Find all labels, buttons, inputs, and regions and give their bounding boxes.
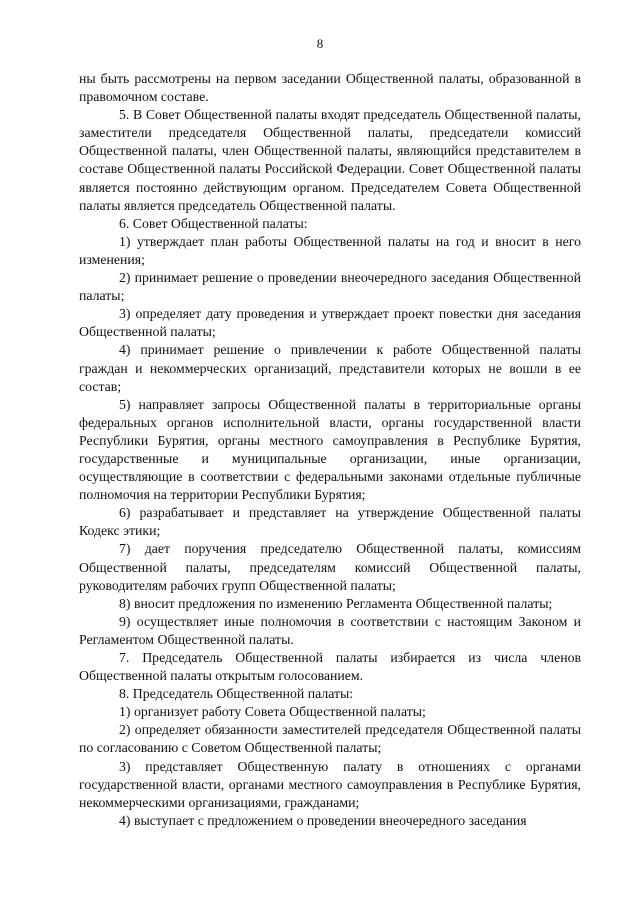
paragraph-continuation: ны быть рассмотрены на первом заседании Общественной палаты, образованной в правомочном составе. xyxy=(79,71,581,105)
document-body xyxy=(79,70,581,830)
list-item-6-2: 2) принимает решение о проведении внеочередного заседания Общественной палаты; xyxy=(79,270,581,304)
list-item-8-4: 4) выступает с предложением о проведении внеочередного заседания xyxy=(119,812,527,828)
paragraph-clause-8-heading: 8. Председатель Общественной палаты: xyxy=(119,686,354,702)
list-item-8-1: 1) организует работу Совета Общественной палаты; xyxy=(119,704,426,720)
page-number: 8 xyxy=(316,36,324,51)
list-item-6-5: 5) направляет запросы Общественной палаты в территориальные органы федеральных органов исполнительной власти, органы государственной власти Республики Бурятия, органы местного самоуправления в Республике Бурятия, государственные и муниципальные организации, иные организации, осуществляющие в соответствии с федеральными законами отдельные публичные полномочия на территории Республики Бурятия; xyxy=(79,396,581,503)
list-item-6-7: 7) дает поручения председателю Общественной палаты, комиссиям Общественной палаты, председателям комиссий Общественной палаты, руководителям рабочих групп Общественной палаты; xyxy=(79,541,581,593)
paragraph-clause-6-heading: 6. Совет Общественной палаты: xyxy=(119,215,308,231)
paragraph-clause-5: 5. В Совет Общественной палаты входят председатель Общественной палаты, заместители председателя Общественной палаты, председатели комиссий Общественной палаты, член Общественной палаты, являющийся представителем в составе Общественной палаты Российской Федерации. Совет Общественной палаты является постоянно действующим органом. Председателем Совета Общественной палаты является председатель Общественной палаты. xyxy=(79,107,581,213)
list-item-8-2: 2) определяет обязанности заместителей председателя Общественной палаты по согласованию с Советом Общественной палаты; xyxy=(79,722,581,756)
list-item-6-8: 8) вносит предложения по изменению Регламента Общественной палаты; xyxy=(119,595,553,611)
list-item-6-4: 4) принимает решение о привлечении к работе Общественной палаты граждан и некоммерческих организаций, представители которых не вошли в ее состав; xyxy=(79,342,581,394)
list-item-6-1: 1) утверждает план работы Общественной палаты на год и вносит в него изменения; xyxy=(79,233,581,267)
list-item-6-6: 6) разрабатывает и представляет на утверждение Общественной палаты Кодекс этики; xyxy=(79,505,581,539)
paragraph-clause-7: 7. Председатель Общественной палаты избирается из числа членов Общественной палаты открытым голосованием. xyxy=(79,650,581,684)
list-item-6-9: 9) осуществляет иные полномочия в соответствии с настоящим Законом и Регламентом Общественной палаты. xyxy=(79,613,581,647)
list-item-8-3: 3) представляет Общественную палату в отношениях с органами государственной власти, органами местного самоуправления в Республике Бурятия, некоммерческими организациями, гражданами; xyxy=(79,758,581,810)
list-item-6-3: 3) определяет дату проведения и утверждает проект повестки дня заседания Общественной палаты; xyxy=(79,306,581,340)
